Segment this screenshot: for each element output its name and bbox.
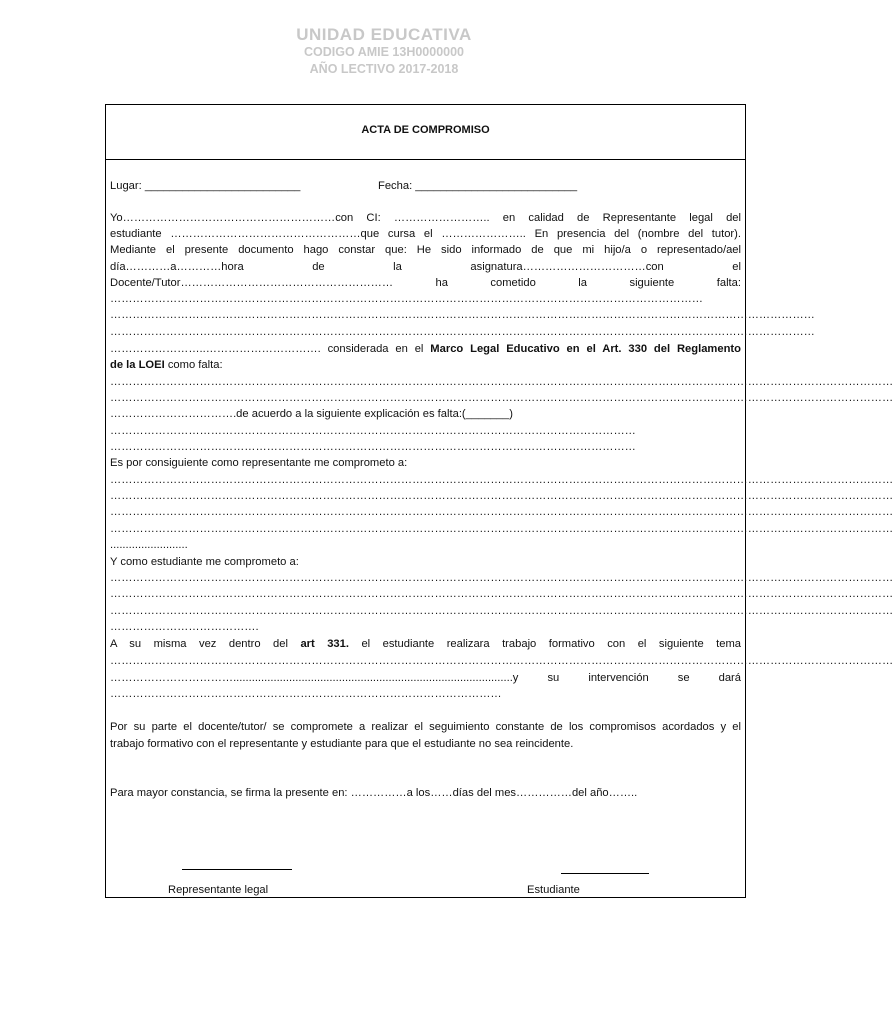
fecha-field[interactable]: Fecha: __________________________	[378, 180, 578, 192]
p1-line-5: Docente/Tutor………………………………………………… ha cometido la siguiente falta:	[110, 277, 741, 289]
est-dots-2: …………………………………………………………………………………………………………………………………………………………………………………………	[110, 588, 893, 600]
marco-bold-2: de la LOEI	[110, 359, 165, 371]
explicacion-dots-2: ……………………………………………………………………………………………………………………………	[110, 441, 636, 453]
est-dots-4: ………………………………….	[110, 621, 259, 633]
art-dots-1: …………………………………………………………………………………………………………………………………………………………………………………………	[110, 655, 893, 667]
p1-line-4: día…………a…………hora de la asignatura……………………………con el	[110, 261, 741, 273]
rep-dots-1: …………………………………………………………………………………………………………………………………………………………………………………………	[110, 474, 893, 486]
school-year: AÑO LECTIVO 2017-2018	[309, 62, 459, 76]
est-dots-1: …………………………………………………………………………………………………………………………………………………………………………………………	[110, 572, 893, 584]
marco-line-1	[110, 342, 741, 356]
form-box	[105, 104, 893, 898]
art-post: el estudiante realizara trabajo formativo con el siguiente tema	[348, 638, 742, 650]
est-dots-3: …………………………………………………………………………………………………………………………………………………………………………………………	[110, 605, 893, 617]
rep-signature-label: Representante legal	[168, 884, 269, 896]
rep-signature-line	[182, 869, 292, 870]
school-name: UNIDAD EDUCATIVA	[296, 25, 472, 44]
explicacion-dots-1: ……………………………………………………………………………………………………………………………	[110, 425, 636, 437]
intervencion-end: ……………………………………………………………………………………………	[110, 688, 502, 700]
marco-pre: ……………………..…………………………. considerada en el	[110, 343, 431, 355]
rep-dots-2: …………………………………………………………………………………………………………………………………………………………………………………………	[110, 490, 893, 502]
art-bold: art 331.	[300, 638, 349, 650]
p1-line-2: estudiante ……………………………………………que cursa el ………………….. En presencia del (nombre del tutor).	[110, 228, 741, 240]
p1-line-3: Mediante el presente documento hago constar que: He sido informado de que mi hijo/a o representado/ael	[110, 244, 741, 256]
rep-dots-5: .........................	[110, 539, 188, 551]
form-title-bar	[106, 105, 745, 160]
falta-dots-2: …………………………………………………………………………………………………………………………………………………………………………………………	[110, 392, 893, 404]
marco-line-2	[110, 358, 741, 372]
form-title: ACTA DE COMPROMISO	[361, 124, 490, 136]
rep-dots-4: …………………………………………………………………………………………………………………………………………………………………………………………	[110, 523, 893, 535]
p1-line-6: ……………………………………………………………………………………………………………………………………………	[110, 293, 703, 305]
marco-bold-1: Marco Legal Educativo en el Art. 330 del Reglamento	[430, 343, 741, 355]
explicacion-line: …………………………….de acuerdo a la siguiente explicación es falta:(_______)	[110, 408, 513, 420]
rep-heading: Es por consiguiente como representante me comprometo a:	[110, 457, 408, 469]
p1-line-1: Yo…………………………………………………con CI: …………………….. en calidad de Representante legal del	[110, 212, 741, 224]
est-signature-label: Estudiante	[527, 884, 580, 896]
school-code: CODIGO AMIE 13H0000000	[303, 45, 465, 59]
p1-line-8: ………………………………………………………………………………………………………………………………………………………………………	[110, 326, 815, 338]
art-pre: A su misma vez dentro del	[110, 638, 301, 650]
intervencion-line: ……………………………..........................................................................................y su intervención se dará	[110, 672, 741, 684]
constancia-line: Para mayor constancia, se firma la presente en: ……………a los……días del mes……………del año……..	[110, 787, 638, 799]
falta-dots-1: …………………………………………………………………………………………………………………………………………………………………………………………	[110, 376, 893, 388]
est-signature-line	[561, 873, 649, 874]
art-line	[110, 637, 741, 651]
place-date-row	[110, 179, 741, 193]
p1-line-7: ………………………………………………………………………………………………………………………………………………………………………	[110, 309, 815, 321]
est-heading: Y como estudiante me comprometo a:	[110, 556, 299, 568]
docente-line-2: trabajo formativo con el representante y estudiante para que el estudiante no sea reincidente.	[110, 738, 574, 750]
marco-post: como falta:	[164, 359, 223, 371]
rep-dots-3: …………………………………………………………………………………………………………………………………………………………………………………………	[110, 506, 893, 518]
lugar-field[interactable]: Lugar: _________________________	[110, 180, 301, 192]
docente-line-1: Por su parte el docente/tutor/ se compromete a realizar el seguimiento constante de los compromisos acordados y el	[110, 721, 741, 733]
